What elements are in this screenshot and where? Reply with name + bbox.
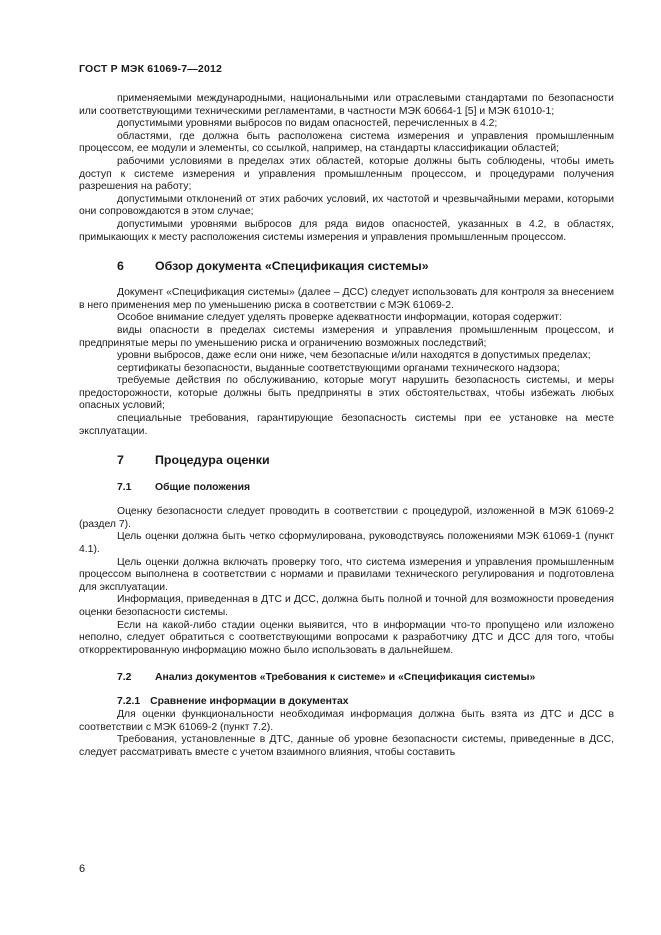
subsection-7-2-heading	[79, 671, 614, 684]
page-number: 6	[79, 863, 86, 875]
intro-paragraph: допустимыми уровнями выбросов по видам опасностей, перечисленных в 4.2;	[117, 118, 498, 130]
page-header-standard: ГОСТ Р МЭК 61069-7—2012	[79, 63, 223, 75]
section-6-paragraph: Особое внимание следует уделять проверке адекватности информации, которая содержит:	[117, 312, 562, 324]
section-6-paragraph: Документ «Спецификация системы» (далее – ДСС) следует использовать для контроля за внесением в него применения мер по уменьшению риска в соответствии с МЭК 61069-2.	[79, 287, 614, 311]
subsection-7-1-heading	[79, 481, 614, 494]
subsection-7-1-paragraph: Цель оценки должна быть четко сформулирована, руководствуясь положениями МЭК 61069-1 (пункт 4.1).	[79, 531, 614, 556]
subsection-7-2-1-paragraph: Требования, установленные в ДТС, данные об уровне безопасности системы, приведенные в ДСС, следует рассматривать вместе с учетом взаимного влияния, чтобы составить	[79, 734, 614, 758]
subsection-7-1-paragraph: Цель оценки должна включать проверку того, что система измерения и управления промышленным процессом выполнена в соответствии с нормами и правилами технического регулирования и подготовлена для эксплуатации.	[79, 556, 614, 593]
subsection-7-2-1-paragraph: Для оценки функциональности необходимая информация должна быть взята из ДТС и ДСС в соответствии с МЭК 61069-2 (пункт 7.2).	[79, 708, 614, 733]
subsection-number: 7.1	[117, 482, 132, 494]
intro-paragraph: допустимыми отклонений от этих рабочих условий, их частотой и чрезвычайными мерами, которыми они сопровождаются в этом случае;	[79, 193, 614, 218]
section-number: 6	[117, 259, 124, 274]
section-7-heading	[79, 453, 614, 467]
subsection-title: Общие положения	[155, 482, 251, 494]
intro-paragraph: применяемыми международными, национальными или отраслевыми стандартами по безопасности или соответствующими техническими регламентами, в частности МЭК 60664-1 [5] и МЭК 61010-1;	[79, 93, 614, 117]
section-6-paragraph: специальные требования, гарантирующие безопасность системы при ее установке на месте эксплуатации.	[79, 413, 614, 437]
section-6-paragraph: требуемые действия по обслуживанию, которые могут нарушить безопасность системы, и меры предосторожности, которые должны быть предприняты в этих обстоятельствах, чтобы избежать любых опасных условий;	[79, 375, 614, 412]
section-title: Процедура оценки	[155, 453, 270, 468]
subsection-number: 7.2.1	[117, 696, 141, 708]
document-body	[79, 93, 614, 759]
intro-paragraph: областями, где должна быть расположена система измерения и управления промышленным процессом, ее модули и элементы, со ссылкой, например, на стандарты классификации областей;	[79, 130, 614, 155]
subsection-7-2-1-heading	[79, 696, 614, 709]
section-6-paragraph: виды опасности в пределах системы измерения и управления промышленным процессом, и предпринятые меры по уменьшению риска и ограничению возможных последствий;	[79, 324, 614, 349]
subsection-7-1-paragraph: Оценку безопасности следует проводить в соответствии с процедурой, изложенной в МЭК 61069-2 (раздел 7).	[79, 506, 614, 530]
section-title: Обзор документа «Спецификация системы»	[155, 259, 429, 274]
subsection-7-1-paragraph: Если на какой-либо стадии оценки выявится, что в информации что-то пропущено или изложено неполно, следует обратиться с соответствующими вопросами к разработчику ДТС и ДСС для того, чтобы откорректированную информацию можно было использовать в дальнейшем.	[79, 619, 614, 656]
intro-paragraph: допустимыми уровнями выбросов для ряда видов опасностей, указанных в 4.2, в областях, примыкающих к месту расположения системы измерения и управления промышленным процессом.	[79, 218, 614, 243]
subsection-title: Сравнение информации в документах	[150, 696, 349, 708]
section-number: 7	[117, 453, 124, 468]
subsection-7-1-paragraph: Информация, приведенная в ДТС и ДСС, должна быть полной и точной для возможности проведения оценки безопасности системы.	[79, 594, 614, 618]
section-6-paragraph: уровни выбросов, даже если они ниже, чем безопасные и/или находятся в допустимых пределах;	[117, 350, 591, 362]
section-6-paragraph: сертификаты безопасности, выданные соответствующими органами технического надзора;	[117, 362, 560, 374]
subsection-title: Анализ документов «Требования к системе» и «Спецификация системы»	[155, 672, 536, 684]
intro-paragraph: рабочими условиями в пределах этих областей, которые должны быть соблюдены, чтобы иметь доступ к системе измерения и управления промышленным процессом, и процедурами получения разрешения на работу;	[79, 155, 614, 193]
section-6-heading	[79, 259, 614, 273]
subsection-number: 7.2	[117, 672, 132, 684]
